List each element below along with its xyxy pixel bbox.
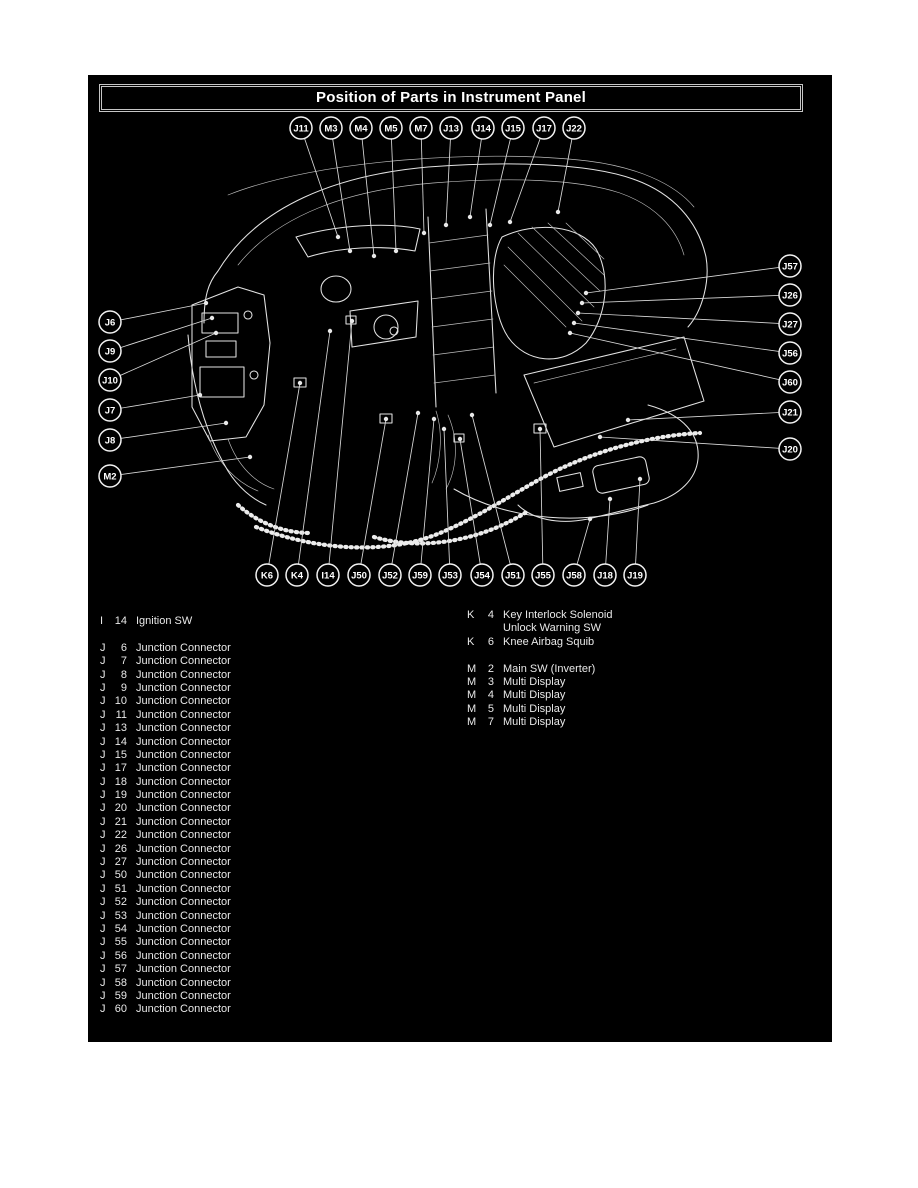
right-harness-blob [493,227,605,359]
legend-row [100,963,231,976]
anchor-dot-J17 [508,220,512,224]
callout-label-J14: J14 [475,123,491,135]
gauge-dial [321,276,351,302]
legend-row [100,749,231,762]
legend-row [100,615,231,628]
callout-label-K4: K4 [290,570,304,582]
legend-code-number: 4 [487,689,494,702]
legend-code-letter: J [100,976,106,989]
legend-row [100,722,231,735]
legend-label: Multi Display [503,716,566,729]
legend-label: Junction Connector [136,789,231,802]
legend-label: Junction Connector [136,815,231,828]
callout-label-J6: J6 [104,317,116,329]
callouts-layer [99,117,801,586]
legend-code-number [112,628,127,641]
legend-code-number: 7 [120,655,127,668]
legend-row [100,709,231,722]
legend-code-letter: J [100,989,106,1002]
anchor-dot-M7 [422,231,426,235]
legend-label: Junction Connector [136,842,231,855]
anchor-dot-J15 [488,223,492,227]
callout-label-M2: M2 [103,471,117,483]
leader-line-J13 [446,128,451,225]
harness-rope-left [238,505,310,533]
left-connector-2 [250,371,258,379]
anchor-dot-J9 [210,316,214,320]
legend-row [100,896,231,909]
callout-label-J13: J13 [443,123,459,135]
legend-label: Junction Connector [136,708,231,721]
legend-code-letter: M [467,702,477,715]
legend-code-number: 54 [114,922,127,935]
anchor-dot-J21 [626,418,630,422]
legend-row [100,883,231,896]
callout-label-M4: M4 [354,123,368,135]
anchor-dot-J50 [384,417,388,421]
callout-label-J26: J26 [782,290,798,302]
anchor-dot-J51 [470,413,474,417]
legend-label: Junction Connector [136,976,231,989]
legend-code-letter: J [100,922,106,935]
legend-label: Junction Connector [136,722,231,735]
legend-row [100,856,231,869]
legend-label: Junction Connector [136,1003,231,1016]
legend-code-letter: J [100,641,106,654]
callout-label-J11: J11 [293,123,309,135]
callout-label-J18: J18 [597,570,613,582]
legend-row [100,695,231,708]
legend-code-number: 50 [114,869,127,882]
callout-label-J20: J20 [782,444,798,456]
anchor-dot-J59 [432,417,436,421]
legend-code-letter: J [100,896,106,909]
dashboard-art [188,156,707,547]
legend-code-letter: J [100,949,106,962]
legend-row [100,669,231,682]
leader-line-J21 [628,412,790,420]
callout-label-J15: J15 [505,123,521,135]
legend-code-number: 6 [487,635,494,648]
callout-label-J52: J52 [382,570,398,582]
legend-label: Junction Connector [136,829,231,842]
legend-row [467,663,612,676]
legend-code-number [479,622,494,635]
anchor-dot-J11 [336,235,340,239]
legend-code-number: 7 [487,716,494,729]
cowl-top-line [228,156,694,207]
anchor-dot-J55 [538,427,542,431]
legend-code-number: 10 [114,695,127,708]
leader-line-J7 [110,395,200,410]
legend-row [100,869,231,882]
legend-code-number: 58 [114,976,127,989]
legend-label: Junction Connector [136,963,231,976]
legend-code-letter: J [100,963,106,976]
legend-code-number: 17 [114,762,127,775]
legend-code-letter: J [100,869,106,882]
legend-code-number: 18 [114,775,127,788]
legend-row [467,622,612,635]
legend-row [467,676,612,689]
cluster-hood [296,225,420,257]
leader-line-J60 [570,333,790,382]
legend-row [100,990,231,1003]
callout-label-J60: J60 [782,377,798,389]
legend-code-number: 26 [114,842,127,855]
legend-row [100,789,231,802]
anchor-dot-K4 [328,329,332,333]
legend-code-number: 19 [114,789,127,802]
center-stack-rungs [429,235,495,383]
legend-label: Junction Connector [136,748,231,761]
legend-label: Junction Connector [136,735,231,748]
callout-label-M5: M5 [384,123,398,135]
legend-code-number: 11 [115,708,127,721]
callout-label-J57: J57 [782,261,798,273]
callout-label-J8: J8 [104,435,116,447]
anchor-dot-J6 [204,301,208,305]
legend-code-number: 56 [114,949,127,962]
legend-row [100,950,231,963]
legend-code-number: 52 [114,896,127,909]
anchor-dot-J8 [224,421,228,425]
leader-line-K6 [267,383,300,575]
legend-row [100,682,231,695]
callout-label-J59: J59 [412,570,428,582]
legend-label: Junction Connector [136,922,231,935]
left-cluster-box-3 [200,367,244,397]
legend-label: Junction Connector [136,856,231,869]
legend-row [100,802,231,815]
anchor-dot-J22 [556,210,560,214]
a-pillar-line [188,335,266,505]
legend-code-letter: M [467,675,477,688]
left-wire-1 [208,435,258,491]
legend-label: Junction Connector [136,802,231,815]
anchor-dot-J18 [608,497,612,501]
callout-label-J54: J54 [474,570,490,582]
leader-line-J56 [574,323,790,353]
legend-code-letter: J [100,936,106,949]
legend-code-letter: J [100,695,106,708]
legend-row [100,628,231,641]
legend-label: Junction Connector [136,681,231,694]
center-wire-1 [432,411,440,483]
callout-label-M3: M3 [324,123,338,135]
console-panel-rect [592,456,651,495]
legend-row [100,923,231,936]
legend-label: Junction Connector [136,695,231,708]
legend-code-letter: J [100,668,106,681]
legend-code-number: 21 [114,815,127,828]
legend-label: Junction Connector [136,762,231,775]
legend-code-number: 57 [114,963,127,976]
legend-label: Multi Display [503,689,566,702]
anchor-dot-M4 [372,254,376,258]
legend-label: Junction Connector [136,909,231,922]
leader-line-J59 [420,419,434,575]
legend-row [100,1003,231,1016]
center-stack-right-edge [486,209,496,393]
leader-line-J27 [578,313,790,324]
legend-code-letter: M [467,716,477,729]
legend-label: Junction Connector [136,882,231,895]
legend-code-letter: J [100,802,106,815]
leader-line-J54 [460,439,482,575]
legend-code-letter [100,628,112,641]
center-stack-left-edge [428,217,436,407]
legend-code-letter: J [100,655,106,668]
anchor-dot-J56 [572,321,576,325]
legend-label: Multi Display [503,702,566,715]
legend-code-number: 5 [487,702,494,715]
anchor-dot-J20 [598,435,602,439]
legend-code-number: 8 [120,668,127,681]
legend-code-number: 60 [114,1003,127,1016]
legend-code-letter: J [100,789,106,802]
legend-label: Knee Airbag Squib [503,635,595,648]
legend-row [100,776,231,789]
diagram-panel [88,75,832,1042]
legend-code-number: 51 [114,882,127,895]
legend-row [467,716,612,729]
legend-label: Junction Connector [136,989,231,1002]
legend-code-letter: J [100,735,106,748]
callout-label-J9: J9 [104,346,116,358]
center-wire-2 [446,415,455,489]
callout-label-J53: J53 [442,570,458,582]
leader-line-J14 [470,128,483,217]
leader-line-M3 [331,128,350,251]
callout-label-K6: K6 [260,570,274,582]
legend-row [100,829,231,842]
legend-code-number: 3 [487,675,494,688]
instrument-panel-diagram [88,75,832,615]
legend-code-number: 20 [114,802,127,815]
legend-code-letter: J [100,722,106,735]
legend-label: Unlock Warning SW [503,622,602,635]
legend-row [100,936,231,949]
legend-row [100,655,231,668]
callout-label-J56: J56 [782,348,798,360]
legend-label: Junction Connector [136,775,231,788]
legend-code-letter [467,649,479,662]
callout-label-M7: M7 [414,123,428,135]
left-connector-1 [244,311,252,319]
right-harness-hatch [504,223,604,327]
legend-code-number: 15 [114,748,127,761]
legend-row [467,636,612,649]
leader-line-J52 [390,413,418,575]
legend-code-number: 55 [114,936,127,949]
legend-row [100,843,231,856]
anchor-dot-J19 [638,477,642,481]
leader-line-J57 [586,266,790,293]
legend-code-letter: J [100,856,106,869]
legend-code-number: 53 [114,909,127,922]
leader-line-J11 [301,128,338,237]
anchor-dot-K6 [298,381,302,385]
console-top-line [454,489,648,518]
leader-line-J53 [444,429,450,575]
anchor-dot-J60 [568,331,572,335]
anchor-dot-J10 [214,331,218,335]
legend-row [467,609,612,622]
callout-label-J17: J17 [536,123,552,135]
legend-left [100,615,231,1017]
steering-column [350,301,418,347]
leader-line-I14 [328,321,352,575]
legend-code-letter: K [467,635,475,648]
callout-label-J51: J51 [505,570,521,582]
anchor-dot-M5 [394,249,398,253]
legend-row [100,910,231,923]
anchor-dot-J7 [198,393,202,397]
leader-line-J17 [510,128,544,222]
legend-label: Main SW (Inverter) [503,662,596,675]
glove-box-inner-line [534,349,676,383]
legend-code-letter: J [100,1003,106,1016]
legend-code-number: 27 [114,856,127,869]
callout-label-J27: J27 [782,319,798,331]
leader-line-M7 [421,128,424,233]
legend-label: Key Interlock Solenoid [503,609,613,621]
anchor-dot-J27 [576,311,580,315]
callout-label-J21: J21 [782,407,798,419]
legend-code-letter: J [100,708,106,721]
legend-code-letter: J [100,829,106,842]
legend-code-number: 2 [487,662,494,675]
leader-line-J22 [558,128,574,212]
leader-line-J19 [635,479,640,575]
console-small-rect [557,473,583,492]
leader-line-M5 [391,128,396,251]
legend-code-letter: J [100,815,106,828]
legend-code-number [479,649,494,662]
legend-code-number: 14 [114,735,127,748]
legend-code-letter: J [100,775,106,788]
anchor-dot-M2 [248,455,252,459]
legend-label: Junction Connector [136,949,231,962]
legend-code-number: 9 [120,681,127,694]
legend-code-number: 22 [114,829,127,842]
callout-label-J19: J19 [627,570,643,582]
legend-code-letter: J [100,909,106,922]
leader-line-J9 [110,318,212,351]
legend-label: Junction Connector [136,668,231,681]
leader-line-J50 [359,419,386,575]
legend-row [467,703,612,716]
anchor-dot-M3 [348,249,352,253]
leader-line-K4 [297,331,330,575]
legend-row [100,762,231,775]
legend-row [100,642,231,655]
left-cluster-box-2 [206,341,236,357]
harness-rope-main [256,433,700,547]
legend-code-number: 6 [120,641,127,654]
callout-label-J22: J22 [566,123,582,135]
leader-line-J55 [540,429,543,575]
legend-row [467,649,612,662]
legend-code-letter: J [100,762,106,775]
anchor-dot-J54 [458,437,462,441]
legend-code-number: 14 [114,615,127,627]
callout-label-J58: J58 [566,570,582,582]
legend-code-letter: M [467,689,477,702]
legend-label: Junction Connector [136,869,231,882]
legend-label: Multi Display [503,675,566,688]
left-cluster-box-1 [202,313,238,333]
legend-label: Junction Connector [136,936,231,949]
leader-line-J15 [490,128,513,225]
anchor-dot-J26 [580,301,584,305]
anchor-dot-J14 [468,215,472,219]
legend-row [100,816,231,829]
legend-code-letter: J [100,681,106,694]
legend-code-letter: I [100,615,104,627]
legend-label: Junction Connector [136,641,231,654]
legend-right [467,609,612,730]
legend-code-letter: K [467,609,475,621]
glove-box-panel [524,337,704,447]
callout-label-I14: I14 [321,570,335,582]
dash-outline [204,164,707,327]
callout-label-J7: J7 [104,405,116,417]
page-title: Position of Parts in Instrument Panel [101,86,801,110]
anchor-dot-J52 [416,411,420,415]
callout-label-J10: J10 [102,375,118,387]
legend-code-letter: J [100,882,106,895]
callout-label-J50: J50 [351,570,367,582]
anchor-dot-J58 [588,517,592,521]
legend-code-letter: J [100,842,106,855]
anchor-dot-J53 [442,427,446,431]
callout-label-J55: J55 [535,570,551,582]
legend-code-letter: M [467,662,477,675]
leader-line-J26 [582,295,790,303]
legend-code-number: 4 [487,609,494,621]
legend-code-number: 13 [114,722,127,735]
legend-label: Ignition SW [136,615,193,627]
legend-label: Junction Connector [136,896,231,909]
legend-code-letter: J [100,748,106,761]
anchor-dot-I14 [350,319,354,323]
legend-code-number: 59 [114,989,127,1002]
anchor-dot-J13 [444,223,448,227]
legend-label: Junction Connector [136,655,231,668]
legend-row [467,689,612,702]
legend-row [100,977,231,990]
legend-code-letter [467,622,479,635]
legend-row [100,736,231,749]
anchor-dot-J57 [584,291,588,295]
